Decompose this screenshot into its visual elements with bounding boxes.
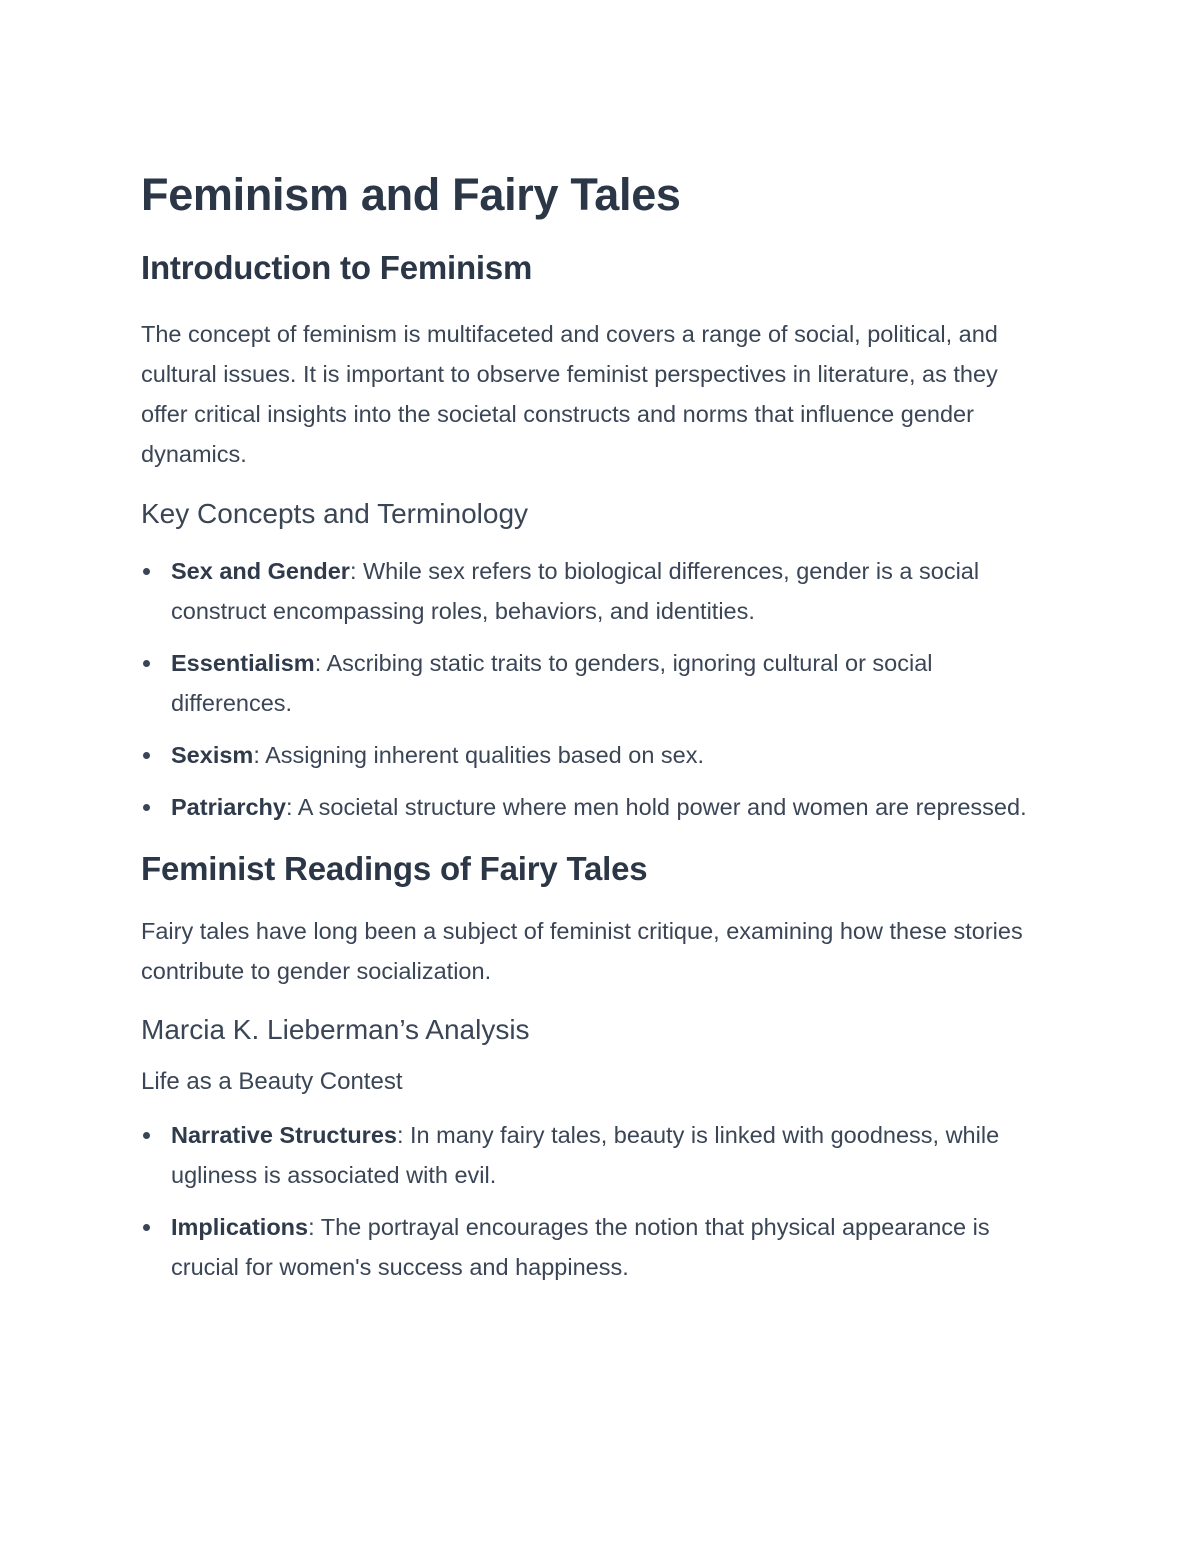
- bullet-icon: [143, 1224, 150, 1231]
- list-item-term: Sexism: [171, 742, 254, 768]
- list-item-term: Narrative Structures: [171, 1122, 397, 1148]
- key-concepts-list: [141, 551, 1050, 827]
- subheading-lieberman-analysis: Marcia K. Lieberman’s Analysis: [141, 1014, 530, 1045]
- list-item-term: Sex and Gender: [171, 558, 350, 584]
- bullet-icon: [143, 660, 150, 667]
- beauty-contest-list: [141, 1115, 1050, 1287]
- bullet-icon: [143, 804, 150, 811]
- list-item-text: : The portrayal encourages the notion that physical appearance is crucial for women's success and happiness.: [171, 1214, 990, 1280]
- list-item-text: : Ascribing static traits to genders, ignoring cultural or social differences.: [171, 650, 933, 716]
- document-title: Feminism and Fairy Tales: [141, 169, 681, 220]
- list-item-term: Patriarchy: [171, 794, 286, 820]
- list-item-text: : A societal structure where men hold power and women are repressed.: [285, 794, 1027, 820]
- list-item-text: : Assigning inherent qualities based on sex.: [253, 742, 705, 768]
- subsubheading-beauty-contest: Life as a Beauty Contest: [141, 1068, 403, 1095]
- list-item-text: : While sex refers to biological differences, gender is a social construct encompassing roles, behaviors, and identities.: [171, 558, 980, 624]
- subheading-key-concepts: Key Concepts and Terminology: [141, 498, 529, 529]
- feminist-readings-paragraph: Fairy tales have long been a subject of feminist critique, examining how these stories contribute to gender socialization.: [141, 918, 1023, 984]
- bullet-icon: [143, 1132, 150, 1139]
- list-item: [141, 787, 1050, 827]
- bullet-icon: [143, 752, 150, 759]
- bullet-icon: [143, 568, 150, 575]
- list-item-term: Essentialism: [171, 650, 315, 676]
- list-item-text: : In many fairy tales, beauty is linked with goodness, while ugliness is associated with evil.: [171, 1122, 1000, 1188]
- section-heading-feminist-readings: Feminist Readings of Fairy Tales: [141, 850, 648, 887]
- list-item: [141, 643, 1050, 723]
- section-heading-introduction: Introduction to Feminism: [141, 249, 533, 286]
- list-item: [141, 1115, 1050, 1195]
- list-item-term: Implications: [171, 1214, 309, 1240]
- list-item: [141, 1207, 1050, 1287]
- list-item: [141, 735, 1050, 775]
- list-item: [141, 551, 1050, 631]
- introduction-paragraph: The concept of feminism is multifaceted and covers a range of social, political, and cultural issues. It is important to observe feminist perspectives in literature, as they offer critical insights into the societal constructs and norms that influence gender dynamics.: [141, 321, 998, 467]
